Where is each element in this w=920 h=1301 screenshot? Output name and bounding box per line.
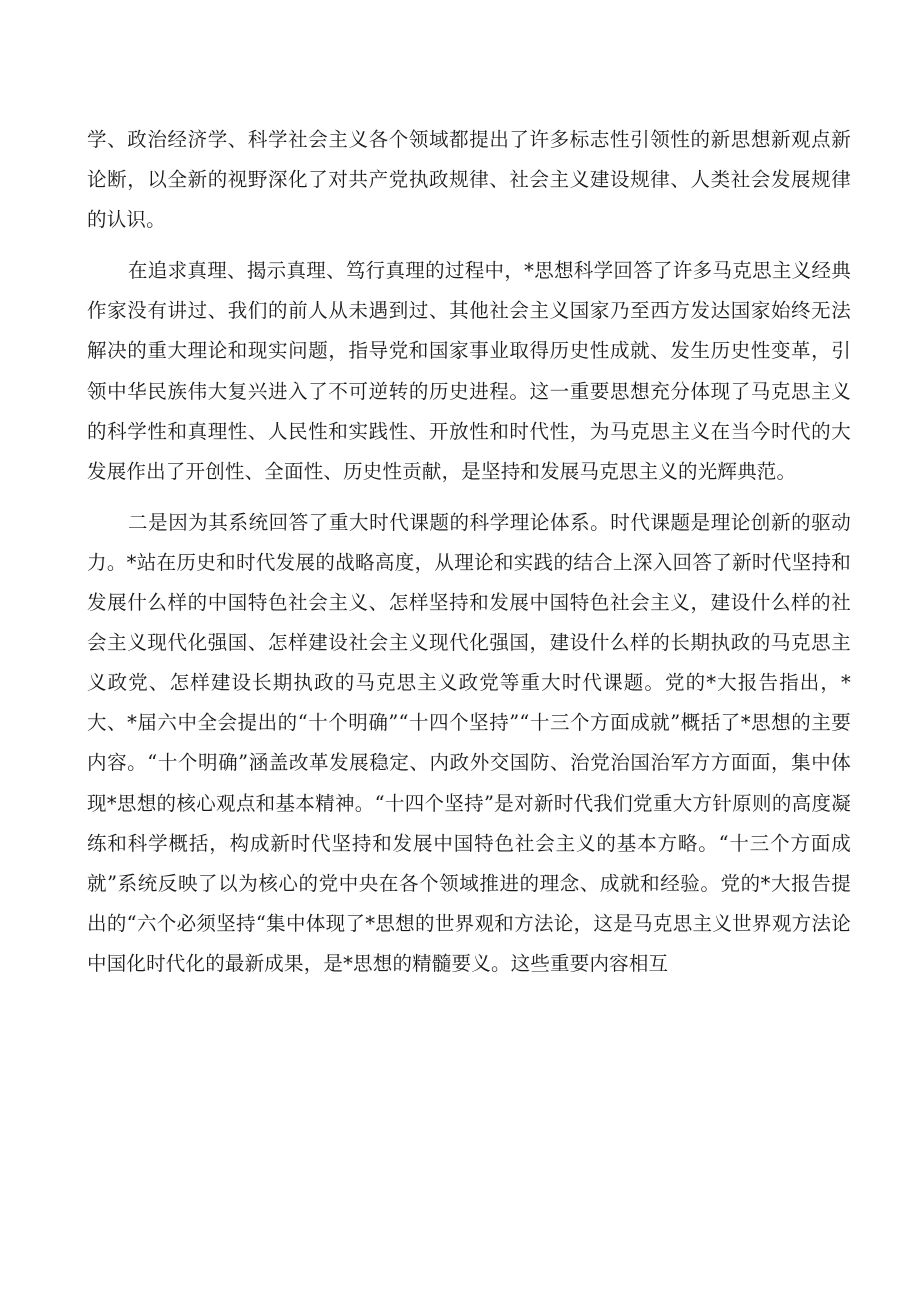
document-body — [87, 120, 851, 995]
paragraph-1: 学、政治经济学、科学社会主义各个领域都提出了许多标志性引领性的新思想新观点新论断，以全新的视野深化了对共产党执政规律、社会主义建设规律、人类社会发展规律的认识。 — [87, 128, 851, 232]
paragraph-3: 二是因为其系统回答了重大时代课题的科学理论体系。时代课题是理论创新的驱动力。*站在历史和时代发展的战略高度，从理论和实践的结合上深入回答了新时代坚持和发展什么样的中国特色社会主义、怎样坚持和发展中国特色社会主义，建设什么样的社会主义现代化强国、怎样建设社会主义现代化强国，建设什么样的长期执政的马克思主义政党、怎样建设长期执政的马克思主义政党等重大时代课题。党的*大报告指出，*大、*届六中全会提出的“十个明确”“十四个坚持”“十三个方面成就”概括了*思想的主要内容。“十个明确”涵盖改革发展稳定、内政外交国防、治党治国治军方方面面，集中体现*思想的核心观点和基本精神。“十四个坚持”是对新时代我们党重大方针原则的高度凝练和科学概括，构成新时代坚持和发展中国特色社会主义的基本方略。“十三个方面成就”系统反映了以为核心的党中央在各个领域推进的理念、成就和经验。党的*大报告提出的“六个必须坚持“集中体现了*思想的世界观和方法论，这是马克思主义世界观方法论中国化时代化的最新成果，是*思想的精髓要义。这些重要内容相互 — [87, 510, 851, 975]
paragraph-2: 在追求真理、揭示真理、笃行真理的过程中，*思想科学回答了许多马克思主义经典作家没有讲过、我们的前人从未遇到过、其他社会主义国家乃至西方发达国家始终无法解决的重大理论和现实问题，指导党和国家事业取得历史性成就、发生历史性变革，引领中华民族伟大复兴进入了不可逆转的历史进程。这一重要思想充分体现了马克思主义的科学性和真理性、人民性和实践性、开放性和时代性，为马克思主义在当今时代的大发展作出了开创性、全面性、历史性贡献，是坚持和发展马克思主义的光辉典范。 — [87, 259, 851, 483]
